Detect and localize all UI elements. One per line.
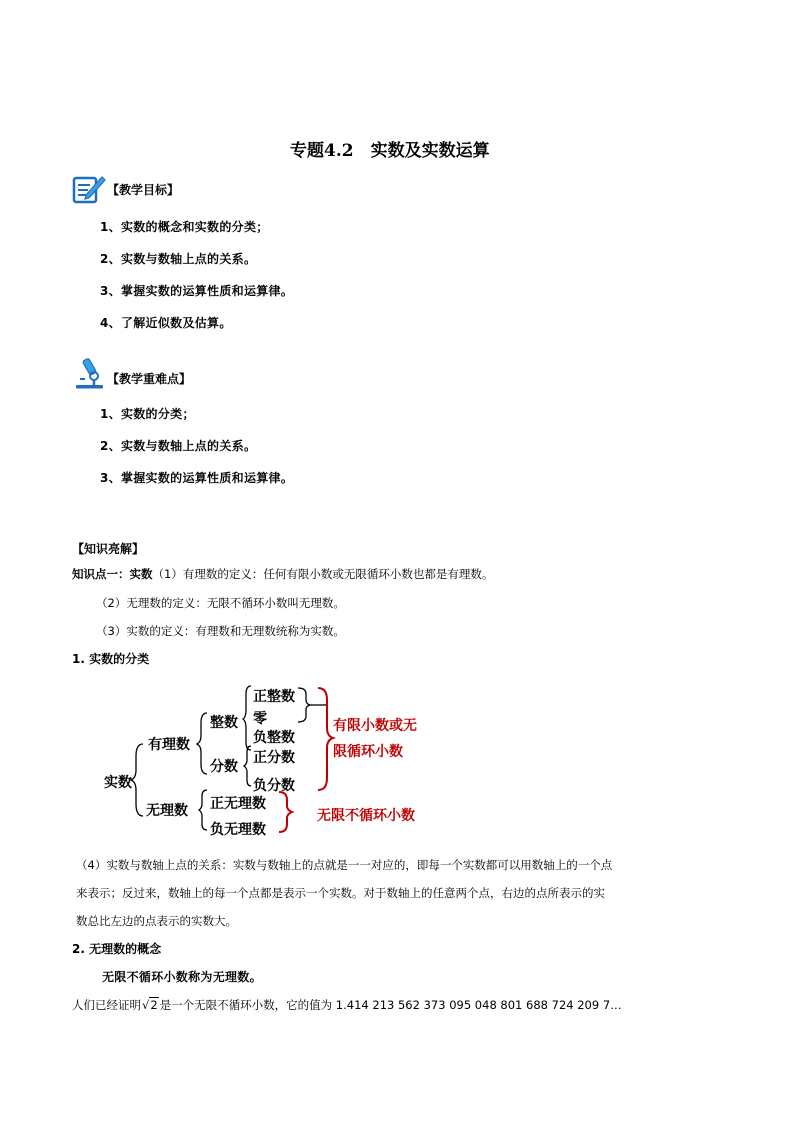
microscope-icon: [72, 356, 106, 390]
diagram-finite-or-repeating-line1: 有限小数或无: [333, 718, 417, 734]
number-line-paragraph-line: 来表示；反过来，数轴上的每一个点都是表示一个实数。对于数轴上的任意两个点，右边的点所表示的实: [76, 886, 605, 900]
diagram-zero: 零: [253, 711, 267, 727]
diagram-rational: 有理数: [148, 737, 190, 753]
difficulty-item: 3、掌握实数的运算性质和运算律。: [100, 471, 294, 485]
diagram-fraction: 分数: [210, 759, 238, 775]
diagram-negative-integer: 负整数: [253, 730, 295, 746]
sqrt2-statement: [72, 997, 622, 1013]
diagram-real: 实数: [104, 775, 132, 791]
diagram-finite-or-repeating-line2: 限循环小数: [333, 744, 403, 760]
objectives-heading: 【教学目标】: [107, 183, 180, 197]
subsection-irrational-concept: 2. 无理数的概念: [72, 942, 162, 956]
diagram-positive-irrational: 正无理数: [210, 796, 266, 812]
difficulty-item: 2、实数与数轴上点的关系。: [100, 439, 257, 453]
diagram-integer: 整数: [210, 715, 238, 731]
diagram-irrational: 无理数: [146, 803, 188, 819]
real-definition: （3）实数的定义：有理数和无理数统称为实数。: [96, 624, 345, 638]
diagram-negative-irrational: 负无理数: [210, 822, 266, 838]
sqrt2-statement-lead: 人们已经证明: [72, 998, 141, 1012]
number-line-paragraph-line: 数总比左边的点表示的实数大。: [76, 914, 237, 928]
difficulties-heading: 【教学重难点】: [107, 372, 192, 386]
diagram-negative-fraction: 负分数: [253, 778, 295, 794]
objective-item: 2、实数与数轴上点的关系。: [100, 252, 257, 266]
knowledge-point-1-text: （1）有理数的定义：任何有限小数或无限循环小数也都是有理数。: [152, 567, 494, 581]
difficulty-item: 1、实数的分类；: [100, 407, 195, 421]
notepad-pencil-icon: [72, 173, 106, 205]
diagram-positive-fraction: 正分数: [253, 750, 295, 766]
knowledge-heading: 【知识亮解】: [72, 542, 145, 556]
number-line-paragraph-line: （4）实数与数轴上点的关系：实数与数轴上的点就是一一对应的，即每一个实数都可以用数轴上的一个点: [76, 858, 613, 872]
objective-item: 1、实数的概念和实数的分类；: [100, 220, 269, 234]
diagram-positive-integer: 正整数: [253, 689, 295, 705]
knowledge-point-1-lead: 知识点一：实数: [72, 567, 153, 581]
sqrt-2-expression: √2: [142, 998, 158, 1012]
objective-item: 3、掌握实数的运算性质和运算律。: [100, 284, 294, 298]
knowledge-point-1: [72, 566, 493, 582]
objective-item: 4、了解近似数及估算。: [100, 316, 232, 330]
diagram-nonrepeating: 无限不循环小数: [317, 808, 415, 824]
irrational-definition: （2）无理数的定义：无限不循环小数叫无理数。: [96, 596, 345, 610]
sqrt-radicand: 2: [150, 998, 158, 1012]
page-title: 专题4.2 实数及实数运算: [290, 141, 490, 161]
subsection-classification: 1. 实数的分类: [72, 652, 150, 666]
sqrt2-statement-rest: 是一个无限不循环小数，它的值为 1.414 213 562 373 095 048 801 688 724 209 7…: [159, 998, 622, 1012]
irrational-concept-definition: 无限不循环小数称为无理数。: [102, 970, 262, 984]
